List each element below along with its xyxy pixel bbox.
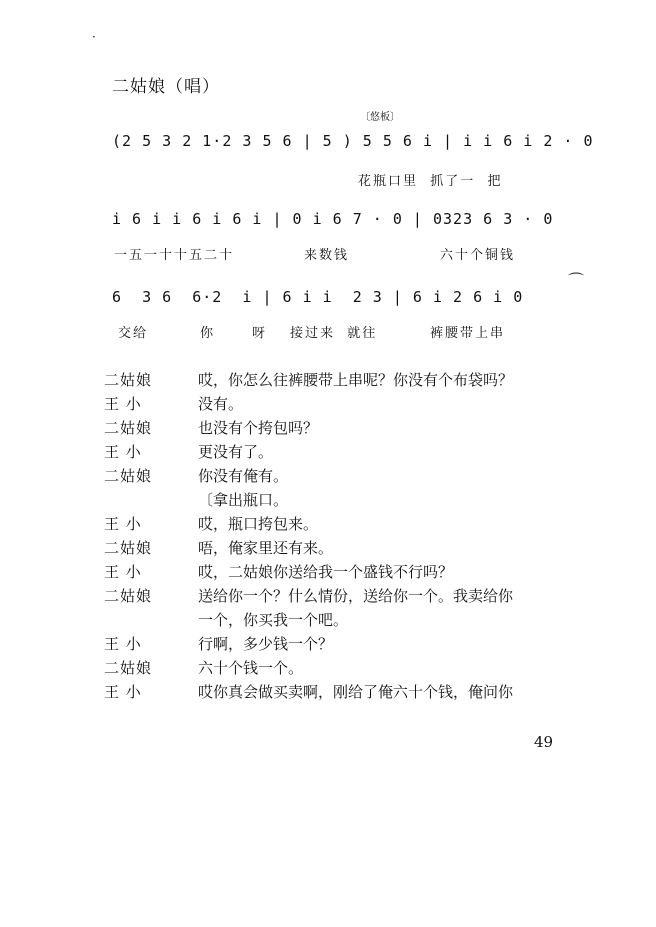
dialogue-row — [104, 632, 604, 656]
dialogue-row — [104, 392, 604, 416]
speaker-name: 二姑娘 — [104, 587, 153, 605]
dialogue-row — [104, 416, 604, 440]
dialogue-text: 行啊，多少钱一个？ — [198, 635, 334, 653]
dialogue-row — [104, 680, 604, 704]
dialogue-row — [104, 536, 604, 560]
dialogue-text: 哎，二姑娘你送给我一个盛钱不行吗？ — [198, 563, 454, 581]
notation-line-2: i 6 i i 6 i 6 i | 0 i 6 7 · 0 | 0323 6 3 · 0 — [112, 210, 554, 228]
dialogue-text: 〔拿出瓶口。 — [198, 491, 289, 509]
notation-line-3: 6 3 6 6·2 i | 6 i i 2 3 | 6 i 2 6 i 0 — [112, 288, 524, 306]
speaker-name: 二姑娘 — [104, 539, 153, 557]
speaker-name: 王 小 — [104, 563, 142, 581]
speaker-name: 王 小 — [104, 635, 142, 653]
dialogue-text: 没有。 — [198, 395, 244, 413]
dialogue-text: 一个，你买我一个吧。 — [198, 611, 349, 629]
dialogue-row — [104, 368, 604, 392]
speaker-name: 王 小 — [104, 683, 142, 701]
dialogue-text: 哎你真会做买卖啊，刚给了俺六十个钱，俺问你 — [198, 683, 514, 701]
dialogue-row — [104, 464, 604, 488]
dialogue-row — [104, 560, 604, 584]
dialogue-block — [104, 368, 604, 704]
song-heading: 二姑娘（唱） — [112, 77, 220, 97]
lyric-line-1: 花瓶口里 抓了一 把 — [358, 174, 503, 189]
lyric-line-2b: 来数钱 — [304, 248, 350, 263]
speaker-name: 二姑娘 — [104, 467, 153, 485]
lyric-line-2a: 一五一十十五二十 — [114, 248, 235, 263]
dialogue-row — [104, 440, 604, 464]
speaker-name: 二姑娘 — [104, 659, 153, 677]
fermata-mark: ⌒ — [568, 271, 585, 290]
dialogue-text: 唔，俺家里还有来。 — [198, 539, 334, 557]
lyric-line-3b: 你 — [200, 326, 216, 341]
dialogue-row — [104, 656, 604, 680]
dialogue-row — [104, 608, 604, 632]
lyric-line-3d: 接过来 就往 — [290, 326, 378, 341]
dialogue-text: 你没有俺有。 — [198, 467, 289, 485]
margin-mark: · — [92, 30, 96, 44]
dialogue-row — [104, 584, 604, 608]
dialogue-row — [104, 512, 604, 536]
speaker-name: 二姑娘 — [104, 371, 153, 389]
dialogue-text: 六十个钱一个。 — [198, 659, 304, 677]
dialogue-text: 哎，瓶口挎包来。 — [198, 515, 319, 533]
speaker-name: 王 小 — [104, 515, 142, 533]
lyric-line-3e: 裤腰带上串 — [430, 326, 506, 341]
speaker-name — [104, 488, 198, 512]
dialogue-row — [104, 488, 604, 512]
speaker-name: 王 小 — [104, 443, 142, 461]
speaker-name: 王 小 — [104, 395, 142, 413]
lyric-line-3c: 呀 — [252, 326, 268, 341]
speaker-name — [104, 608, 198, 632]
speaker-name: 二姑娘 — [104, 419, 153, 437]
notation-line-1: (2 5 3 2 1·2 3 5 6 | 5 ) 5 5 6 i | i i 6 i 2 · 0 — [112, 132, 594, 150]
page-number: 49 — [534, 733, 554, 751]
tempo-mark: 〔悠板〕 — [360, 112, 400, 123]
dialogue-text: 也没有个挎包吗？ — [198, 419, 319, 437]
lyric-line-3a: 交给 — [118, 326, 149, 341]
dialogue-text: 送给你一个？什么情份，送给你一个。我卖给你 — [198, 587, 514, 605]
lyric-line-2c: 六十个铜钱 — [440, 248, 516, 263]
dialogue-text: 哎，你怎么往裤腰带上串呢？你没有个布袋吗？ — [198, 371, 514, 389]
dialogue-text: 更没有了。 — [198, 443, 274, 461]
